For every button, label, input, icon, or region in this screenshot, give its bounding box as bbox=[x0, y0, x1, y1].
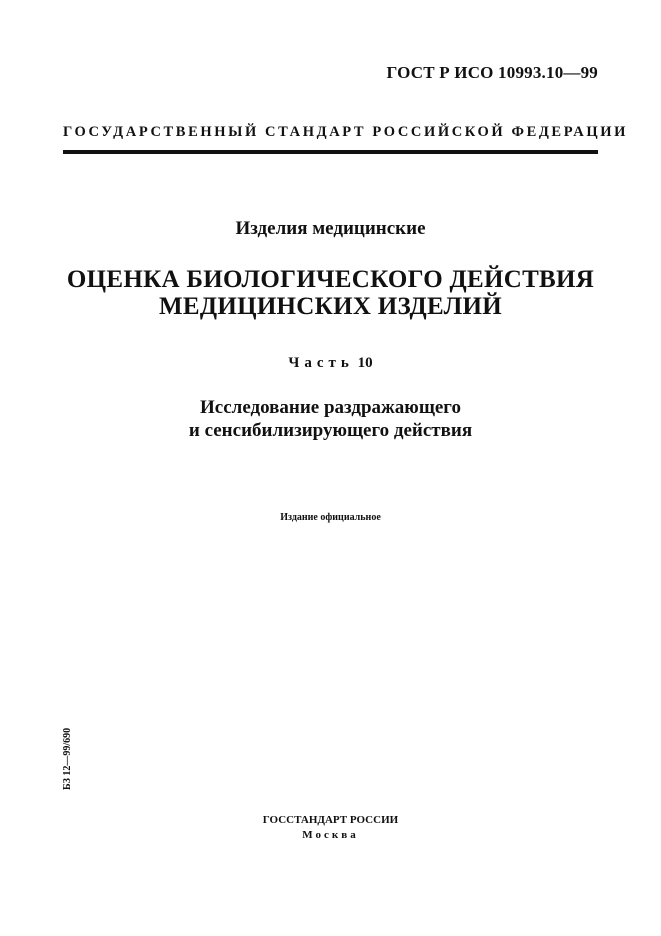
header-title: ГОСУДАРСТВЕННЫЙ СТАНДАРТ РОССИЙСКОЙ ФЕДЕРАЦИИ bbox=[63, 124, 629, 140]
main-title bbox=[40, 266, 621, 320]
edition-label: Издание официальное bbox=[280, 512, 381, 523]
part-title-line-1: Исследование раздражающего bbox=[200, 397, 461, 418]
part-number: 10 bbox=[357, 355, 373, 371]
subject-title: Изделия медицинские bbox=[235, 218, 426, 239]
publisher-block bbox=[40, 813, 621, 843]
part-label bbox=[40, 355, 621, 372]
main-title-line-1: ОЦЕНКА БИОЛОГИЧЕСКОГО ДЕЙСТВИЯ bbox=[66, 266, 595, 293]
standard-code: ГОСТ Р ИСО 10993.10—99 bbox=[386, 63, 598, 82]
publisher-name: ГОССТАНДАРТ РОССИИ bbox=[262, 814, 399, 826]
part-title bbox=[40, 396, 621, 442]
part-word: Часть bbox=[288, 355, 354, 371]
side-code: БЗ 12—99/690 bbox=[62, 727, 73, 790]
publisher-city: Москва bbox=[302, 829, 359, 841]
part-title-line-2: и сенсибилизирующего действия bbox=[188, 420, 473, 441]
header-band bbox=[63, 124, 629, 154]
header-rule bbox=[63, 150, 598, 154]
main-title-line-2: МЕДИЦИНСКИХ ИЗДЕЛИЙ bbox=[158, 293, 503, 320]
